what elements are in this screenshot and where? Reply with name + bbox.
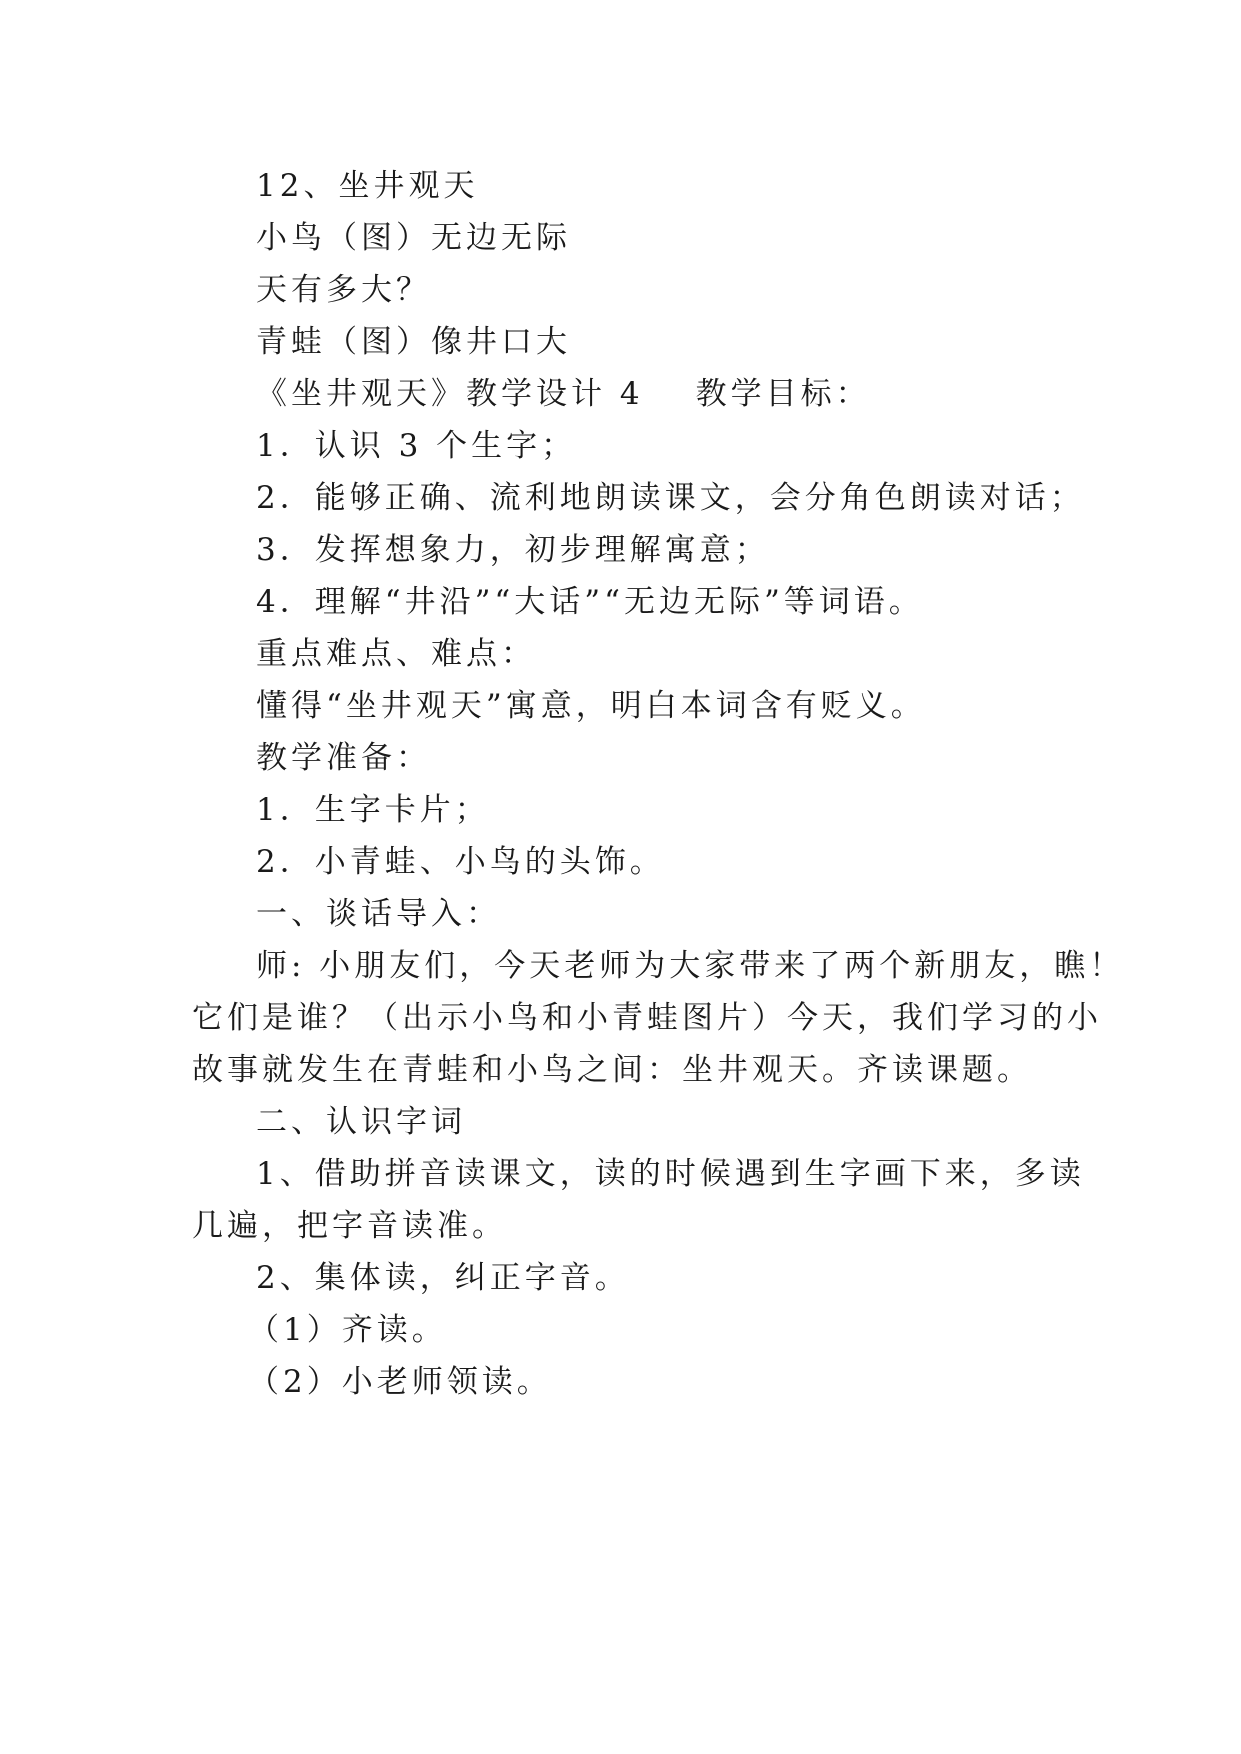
objective-item: 2．能够正确、流利地朗读课文，会分角色朗读对话； [256,480,1085,516]
design-title: 《坐井观天》教学设计 4 [256,376,644,412]
lesson-title: 12、坐井观天 [256,168,479,204]
objective-item: 3．发挥想象力，初步理解寓意； [256,532,770,568]
preparation-item: 1．生字卡片； [256,792,490,828]
preparation-item: 2．小青蛙、小鸟的头饰。 [256,844,665,880]
section-heading: 二、认识字词 [256,1104,466,1140]
paragraph-line: 几遍，把字音读准。 [192,1208,507,1244]
list-item: （1）齐读。 [248,1312,447,1348]
objective-item: 4．理解“井沿”“大话”“无边无际”等词语。 [256,584,924,620]
paragraph-line: 1、借助拼音读课文，读的时候遇到生字画下来，多读 [256,1156,1085,1192]
paragraph-line: 2、集体读，纠正字音。 [256,1260,630,1296]
paragraph-line: 它们是谁？（出示小鸟和小青蛙图片）今天，我们学习的小 [192,1000,1102,1036]
section-heading: 一、谈话导入： [256,896,501,932]
preparation-heading: 教学准备： [256,740,431,776]
list-item: （2）小老师领读。 [248,1364,552,1400]
objectives-heading: 教学目标： [695,376,871,412]
board-line: 天有多大？ [256,272,431,308]
objective-item: 1．认识 3 个生字； [256,428,577,464]
board-line: 青蛙（图）像井口大 [256,324,571,360]
section-heading [256,374,1126,414]
paragraph-line: 故事就发生在青蛙和小鸟之间：坐井观天。齐读课题。 [192,1052,1032,1088]
key-points-heading: 重点难点、难点： [256,636,536,672]
board-line: 小鸟（图）无边无际 [256,220,571,256]
paragraph-line: 师: 小朋友们，今天老师为大家带来了两个新朋友，瞧！ [256,948,1125,984]
paragraph-line: 懂得“坐井观天”寓意，明白本词含有贬义。 [256,688,926,724]
